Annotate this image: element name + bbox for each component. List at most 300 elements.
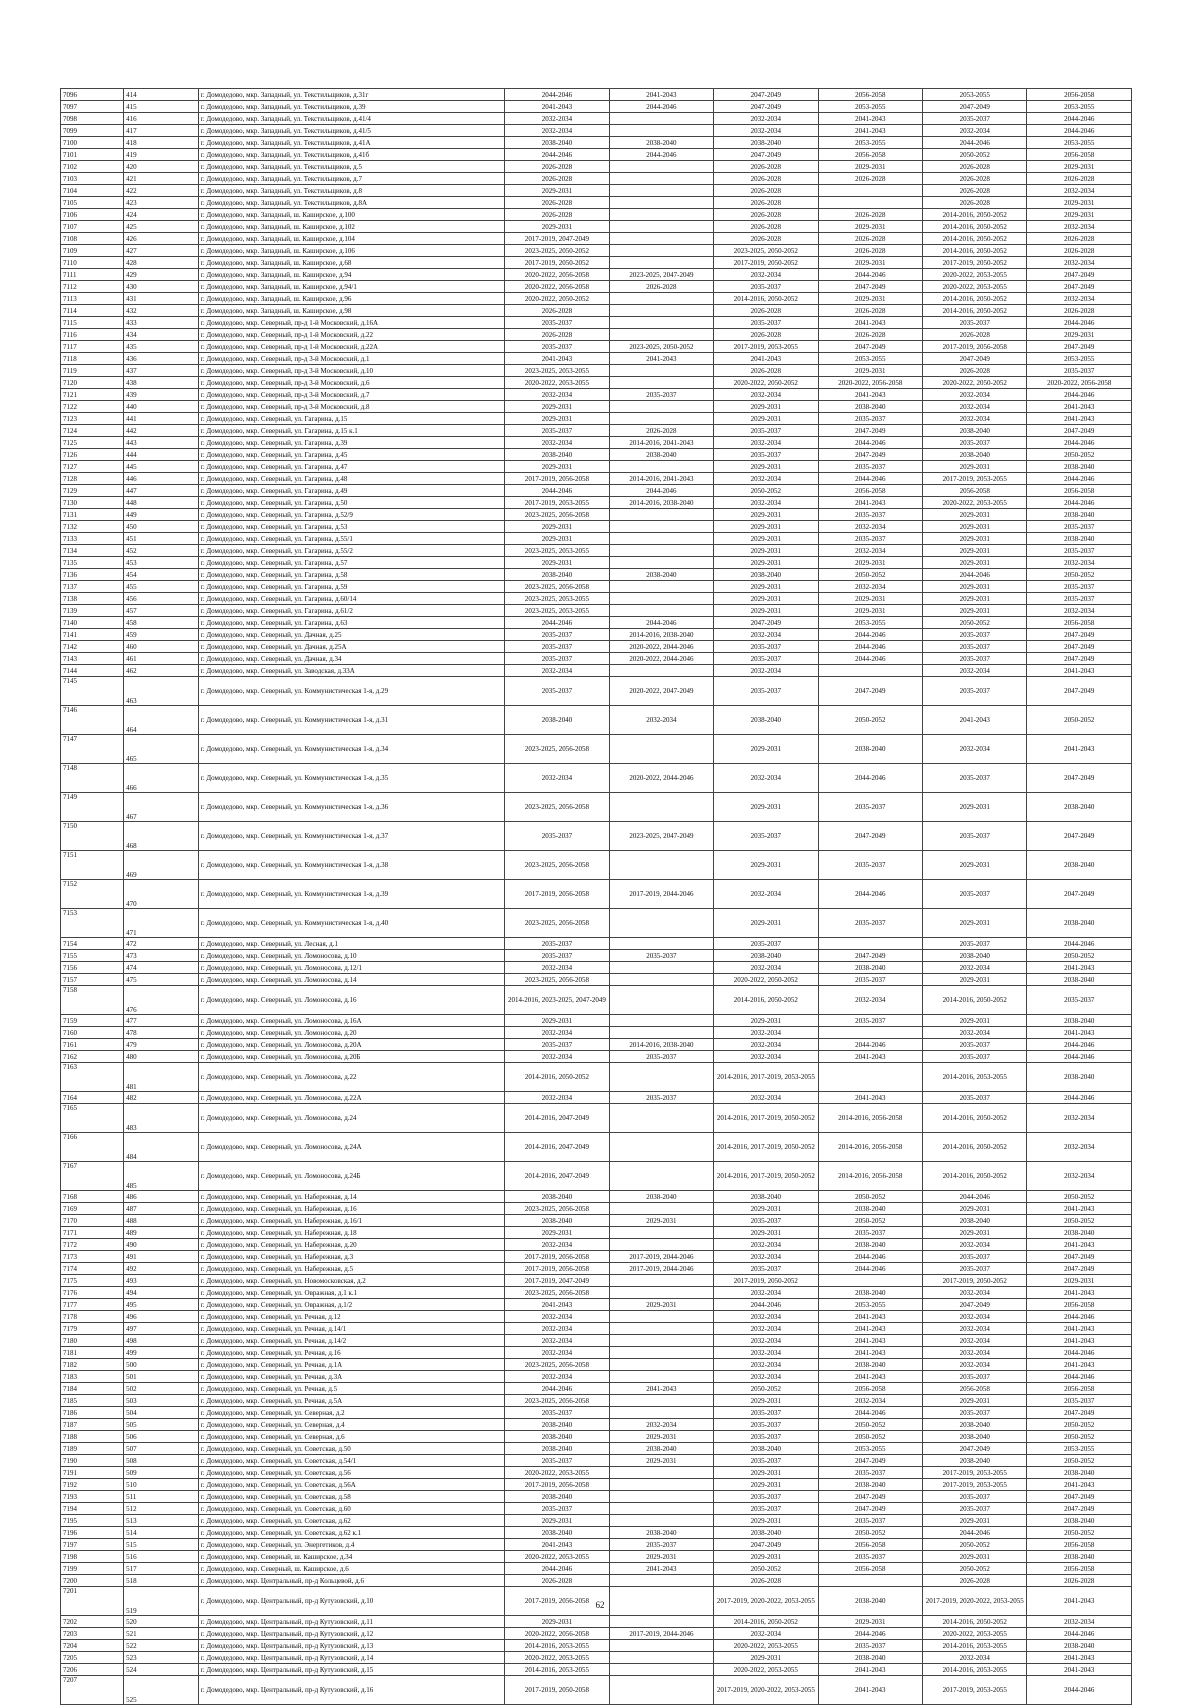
- table-cell: 2041-2043: [609, 1383, 713, 1395]
- table-row: [61, 353, 1132, 365]
- table-cell: 2035-2037: [1027, 1395, 1132, 1407]
- table-cell: 2044-2046: [1027, 1051, 1132, 1063]
- table-cell: 2032-2034: [714, 389, 818, 401]
- table-cell: г. Домодедово, мкр. Северный, пр-д 3-й Московский, д.7: [198, 389, 504, 401]
- table-cell: 2029-2031: [923, 1015, 1027, 1027]
- table-cell: г. Домодедово, мкр. Северный, ул. Речная, д.16: [198, 1347, 504, 1359]
- table-cell: 7109: [61, 245, 124, 257]
- table-cell: г. Домодедово, мкр. Северный, ул. Ломоносова, д.24: [198, 1104, 504, 1133]
- table-cell: 2029-2031: [714, 509, 818, 521]
- table-cell: 2041-2043: [1027, 1479, 1132, 1491]
- table-cell: 2029-2031: [505, 461, 609, 473]
- table-cell: 2023-2025, 2056-2058: [505, 974, 609, 986]
- table-cell: 2023-2025, 2056-2058: [505, 851, 609, 880]
- table-row: [61, 461, 1132, 473]
- table-cell: 7205: [61, 1652, 124, 1664]
- table-cell: 2035-2037: [505, 629, 609, 641]
- table-cell: 2032-2034: [505, 1323, 609, 1335]
- table-cell: 471: [124, 909, 199, 938]
- table-cell: 7134: [61, 545, 124, 557]
- table-cell: 2050-2052: [1027, 1419, 1132, 1431]
- table-cell: 492: [124, 1263, 199, 1275]
- table-cell: 2017-2019, 2056-2058: [505, 1263, 609, 1275]
- table-cell: 2014-2016, 2038-2040: [609, 497, 713, 509]
- table-cell: 2041-2043: [1027, 1359, 1132, 1371]
- table-cell: г. Домодедово, мкр. Северный, пр-д 3-й Московский, д.1: [198, 353, 504, 365]
- table-cell: 2029-2031: [505, 521, 609, 533]
- table-cell: 2053-2055: [818, 137, 922, 149]
- table-cell: 2035-2037: [609, 1539, 713, 1551]
- table-cell: 2026-2028: [609, 425, 713, 437]
- table-cell: 490: [124, 1239, 199, 1251]
- table-cell: [609, 851, 713, 880]
- table-cell: 2017-2019, 2050-2052: [714, 1275, 818, 1287]
- table-cell: 2044-2046: [818, 1039, 922, 1051]
- table-row: [61, 557, 1132, 569]
- table-cell: 2029-2031: [505, 185, 609, 197]
- table-cell: г. Домодедово, мкр. Северный, ул. Ломоносова, д.20А: [198, 1039, 504, 1051]
- table-cell: 450: [124, 521, 199, 533]
- table-cell: [609, 1395, 713, 1407]
- table-row: [61, 1191, 1132, 1203]
- table-cell: г. Домодедово, мкр. Западный, ш. Каширское, д.106: [198, 245, 504, 257]
- table-cell: 510: [124, 1479, 199, 1491]
- table-cell: 2032-2034: [714, 1239, 818, 1251]
- table-cell: 2032-2034: [505, 1347, 609, 1359]
- table-row: [61, 1616, 1132, 1628]
- table-cell: 2044-2046: [1027, 437, 1132, 449]
- table-cell: 2044-2046: [1027, 125, 1132, 137]
- table-row: [61, 986, 1132, 1015]
- table-cell: г. Домодедово, мкр. Северный, ул. Советская, д.60: [198, 1503, 504, 1515]
- table-cell: 2050-2052: [923, 617, 1027, 629]
- table-cell: г. Домодедово, мкр. Северный, ул. Коммунистическая 1-я, д.34: [198, 735, 504, 764]
- table-cell: 2026-2028: [714, 305, 818, 317]
- table-row: [61, 962, 1132, 974]
- table-cell: 2029-2031: [923, 605, 1027, 617]
- table-cell: 2047-2049: [1027, 1491, 1132, 1503]
- table-cell: 422: [124, 185, 199, 197]
- table-cell: 470: [124, 880, 199, 909]
- table-cell: 2044-2046: [1027, 1371, 1132, 1383]
- table-cell: 2032-2034: [714, 1311, 818, 1323]
- table-cell: 2035-2037: [714, 1263, 818, 1275]
- table-cell: 2032-2034: [818, 581, 922, 593]
- table-cell: 472: [124, 938, 199, 950]
- table-cell: г. Домодедово, мкр. Северный, ул. Гагарина, д.55/1: [198, 533, 504, 545]
- table-cell: [609, 1311, 713, 1323]
- table-cell: 2044-2046: [1027, 1039, 1132, 1051]
- table-cell: 2020-2022, 2053-2055: [505, 1652, 609, 1664]
- table-cell: 2029-2031: [1027, 161, 1132, 173]
- table-cell: 2050-2052: [1027, 706, 1132, 735]
- table-cell: 7166: [61, 1133, 124, 1162]
- table-cell: г. Домодедово, мкр. Северный, ул. Ломоносова, д.24Б: [198, 1162, 504, 1191]
- table-cell: 2029-2031: [714, 545, 818, 557]
- table-cell: 2017-2019, 2053-2055: [505, 497, 609, 509]
- table-cell: [609, 1575, 713, 1587]
- table-cell: г. Домодедово, мкр. Северный, ул. Коммунистическая 1-я, д.35: [198, 764, 504, 793]
- table-cell: 2029-2031: [505, 401, 609, 413]
- table-cell: 7146: [61, 706, 124, 735]
- table-cell: 7100: [61, 137, 124, 149]
- table-cell: 2038-2040: [923, 1419, 1027, 1431]
- table-cell: 2020-2022, 2044-2046: [609, 653, 713, 665]
- table-cell: 2038-2040: [609, 569, 713, 581]
- table-cell: 447: [124, 485, 199, 497]
- table-cell: 2038-2040: [714, 706, 818, 735]
- table-cell: [609, 557, 713, 569]
- table-cell: 2041-2043: [505, 353, 609, 365]
- table-cell: 2035-2037: [923, 1503, 1027, 1515]
- table-cell: 2026-2028: [1027, 305, 1132, 317]
- table-cell: [609, 581, 713, 593]
- table-cell: 2020-2022, 2056-2058: [1027, 377, 1132, 389]
- table-cell: 7120: [61, 377, 124, 389]
- table-cell: 2032-2034: [923, 665, 1027, 677]
- table-cell: 2035-2037: [923, 317, 1027, 329]
- table-cell: г. Домодедово, мкр. Западный, ул. Текстильщиков, д.8: [198, 185, 504, 197]
- table-row: [61, 1347, 1132, 1359]
- table-cell: 2047-2049: [818, 1503, 922, 1515]
- table-cell: 2044-2046: [818, 1251, 922, 1263]
- table-cell: г. Домодедово, мкр. Северный, ул. Речная, д.3А: [198, 1371, 504, 1383]
- table-cell: 454: [124, 569, 199, 581]
- table-cell: [609, 533, 713, 545]
- table-cell: 2041-2043: [818, 113, 922, 125]
- table-cell: 2035-2037: [1027, 986, 1132, 1015]
- table-cell: 2038-2040: [505, 1527, 609, 1539]
- table-cell: [609, 1371, 713, 1383]
- table-cell: 2056-2058: [1027, 89, 1132, 101]
- table-cell: 2035-2037: [505, 317, 609, 329]
- table-cell: г. Домодедово, мкр. Западный, ш. Каширское, д.96: [198, 293, 504, 305]
- table-cell: 2041-2043: [1027, 1239, 1132, 1251]
- table-cell: [609, 209, 713, 221]
- table-cell: 2029-2031: [714, 1467, 818, 1479]
- table-cell: 2041-2043: [1027, 1203, 1132, 1215]
- table-cell: 2026-2028: [505, 329, 609, 341]
- table-cell: г. Домодедово, мкр. Центральный, пр-д Кутузовский, д.14: [198, 1652, 504, 1664]
- table-cell: г. Домодедово, мкр. Северный, ул. Коммунистическая 1-я, д.36: [198, 793, 504, 822]
- table-cell: 2020-2022, 2056-2058: [505, 269, 609, 281]
- table-cell: 2044-2046: [818, 473, 922, 485]
- table-cell: [609, 593, 713, 605]
- table-cell: 2044-2046: [1027, 389, 1132, 401]
- table-cell: [609, 1359, 713, 1371]
- table-cell: 475: [124, 974, 199, 986]
- table-row: [61, 909, 1132, 938]
- table-row: [61, 938, 1132, 950]
- table-cell: 2029-2031: [505, 1616, 609, 1628]
- table-cell: [609, 1162, 713, 1191]
- table-cell: 7163: [61, 1063, 124, 1092]
- table-cell: 2023-2025, 2056-2058: [505, 509, 609, 521]
- table-cell: 2035-2037: [923, 938, 1027, 950]
- table-cell: 449: [124, 509, 199, 521]
- table-cell: 2029-2031: [714, 605, 818, 617]
- table-cell: 2038-2040: [1027, 1063, 1132, 1092]
- table-cell: 503: [124, 1395, 199, 1407]
- table-cell: 2038-2040: [505, 449, 609, 461]
- table-cell: 7173: [61, 1251, 124, 1263]
- table-cell: [609, 1664, 713, 1676]
- table-cell: 2035-2037: [818, 413, 922, 425]
- table-row: [61, 317, 1132, 329]
- table-cell: 2038-2040: [505, 1419, 609, 1431]
- table-cell: 2017-2019, 2044-2046: [609, 1628, 713, 1640]
- table-cell: 476: [124, 986, 199, 1015]
- table-cell: 460: [124, 641, 199, 653]
- table-cell: 2044-2046: [818, 880, 922, 909]
- table-cell: 2047-2049: [1027, 269, 1132, 281]
- table-cell: 2044-2046: [1027, 473, 1132, 485]
- table-cell: 7153: [61, 909, 124, 938]
- table-cell: 508: [124, 1455, 199, 1467]
- table-cell: 7116: [61, 329, 124, 341]
- table-cell: 2044-2046: [505, 89, 609, 101]
- table-cell: 2038-2040: [1027, 509, 1132, 521]
- table-row: [61, 1652, 1132, 1664]
- table-row: [61, 593, 1132, 605]
- table-row: [61, 293, 1132, 305]
- table-cell: 2044-2046: [1027, 1628, 1132, 1640]
- table-cell: 2014-2016, 2050-2052: [923, 305, 1027, 317]
- table-cell: г. Домодедово, мкр. Северный, ул. Гагарина, д.45: [198, 449, 504, 461]
- table-row: [61, 1443, 1132, 1455]
- table-cell: 2035-2037: [1027, 581, 1132, 593]
- table-cell: 2026-2028: [818, 233, 922, 245]
- table-cell: г. Домодедово, мкр. Северный, ул. Речная, д.14/2: [198, 1335, 504, 1347]
- table-cell: 2038-2040: [1027, 1227, 1132, 1239]
- table-cell: [609, 1227, 713, 1239]
- table-cell: 440: [124, 401, 199, 413]
- table-cell: 2050-2052: [818, 1215, 922, 1227]
- table-cell: 2017-2019, 2053-2055: [923, 1467, 1027, 1479]
- table-cell: 2017-2019, 2050-2052: [505, 257, 609, 269]
- table-cell: 441: [124, 413, 199, 425]
- table-cell: 466: [124, 764, 199, 793]
- table-cell: 2035-2037: [818, 1640, 922, 1652]
- table-cell: г. Домодедово, мкр. Северный, ул. Ломоносова, д.16: [198, 986, 504, 1015]
- table-cell: 2032-2034: [1027, 185, 1132, 197]
- table-cell: 2050-2052: [1027, 1191, 1132, 1203]
- table-cell: [609, 735, 713, 764]
- table-cell: 2026-2028: [505, 1575, 609, 1587]
- table-cell: 7144: [61, 665, 124, 677]
- table-cell: 2041-2043: [818, 1092, 922, 1104]
- table-row: [61, 1275, 1132, 1287]
- table-cell: г. Домодедово, мкр. Западный, ш. Каширское, д.104: [198, 233, 504, 245]
- table-row: [61, 1287, 1132, 1299]
- table-cell: 7122: [61, 401, 124, 413]
- table-cell: 2047-2049: [1027, 425, 1132, 437]
- table-cell: 2047-2049: [1027, 281, 1132, 293]
- table-cell: г. Домодедово, мкр. Северный, ул. Гагарина, д.55/2: [198, 545, 504, 557]
- table-cell: 2038-2040: [818, 1203, 922, 1215]
- table-cell: 2035-2037: [505, 950, 609, 962]
- table-cell: 2032-2034: [714, 1323, 818, 1335]
- table-cell: 7139: [61, 605, 124, 617]
- table-cell: г. Домодедово, мкр. Северный, ул. Набережная, д.20: [198, 1239, 504, 1251]
- table-cell: 2047-2049: [714, 101, 818, 113]
- table-cell: 2032-2034: [505, 1311, 609, 1323]
- table-cell: 514: [124, 1527, 199, 1539]
- table-cell: 443: [124, 437, 199, 449]
- table-cell: 2041-2043: [818, 125, 922, 137]
- table-cell: 2035-2037: [714, 938, 818, 950]
- table-cell: 2032-2034: [1027, 293, 1132, 305]
- table-cell: 7164: [61, 1092, 124, 1104]
- table-cell: 2044-2046: [714, 1299, 818, 1311]
- table-row: [61, 497, 1132, 509]
- table-cell: 519: [124, 1587, 199, 1616]
- table-cell: 2041-2043: [818, 1664, 922, 1676]
- table-cell: г. Домодедово, мкр. Северный, ул. Коммунистическая 1-я, д.39: [198, 880, 504, 909]
- table-cell: 7138: [61, 593, 124, 605]
- table-cell: 2029-2031: [923, 593, 1027, 605]
- table-cell: [609, 125, 713, 137]
- table-cell: 2047-2049: [714, 89, 818, 101]
- table-cell: 2044-2046: [505, 1563, 609, 1575]
- table-cell: 452: [124, 545, 199, 557]
- table-cell: 2014-2016, 2050-2052: [923, 1162, 1027, 1191]
- table-cell: 7206: [61, 1664, 124, 1676]
- table-cell: 2038-2040: [1027, 1551, 1132, 1563]
- table-cell: 2047-2049: [1027, 653, 1132, 665]
- table-cell: 2035-2037: [714, 641, 818, 653]
- table-cell: 2038-2040: [1027, 461, 1132, 473]
- table-row: [61, 1455, 1132, 1467]
- table-cell: [818, 197, 922, 209]
- table-cell: г. Домодедово, мкр. Западный, ул. Текстильщиков, д.39: [198, 101, 504, 113]
- table-cell: 2038-2040: [714, 137, 818, 149]
- table-cell: г. Домодедово, мкр. Северный, ул. Дачная, д.25: [198, 629, 504, 641]
- table-cell: 525: [124, 1676, 199, 1705]
- table-cell: 2029-2031: [818, 557, 922, 569]
- table-cell: 2047-2049: [818, 950, 922, 962]
- table-cell: 2050-2052: [714, 485, 818, 497]
- table-cell: 515: [124, 1539, 199, 1551]
- table-cell: [609, 1239, 713, 1251]
- table-cell: 2029-2031: [609, 1431, 713, 1443]
- table-row: [61, 113, 1132, 125]
- table-cell: 2032-2034: [714, 1039, 818, 1051]
- table-row: [61, 581, 1132, 593]
- table-cell: 429: [124, 269, 199, 281]
- table-cell: 2035-2037: [818, 461, 922, 473]
- table-cell: 2029-2031: [923, 557, 1027, 569]
- table-cell: 2050-2052: [1027, 1215, 1132, 1227]
- table-cell: 435: [124, 341, 199, 353]
- table-cell: 2020-2022, 2053-2055: [714, 1640, 818, 1652]
- table-cell: 486: [124, 1191, 199, 1203]
- table-row: [61, 377, 1132, 389]
- table-cell: г. Домодедово, мкр. Западный, ул. Текстильщиков, д.41б: [198, 149, 504, 161]
- table-cell: 7170: [61, 1215, 124, 1227]
- table-cell: г. Домодедово, мкр. Северный, ул. Речная, д.14/1: [198, 1323, 504, 1335]
- table-cell: 7104: [61, 185, 124, 197]
- table-cell: 2038-2040: [714, 1191, 818, 1203]
- table-cell: 436: [124, 353, 199, 365]
- table-cell: г. Домодедово, мкр. Северный, пр-д 1-й Московский, д.22А: [198, 341, 504, 353]
- table-cell: 459: [124, 629, 199, 641]
- table-row: [61, 1263, 1132, 1275]
- table-cell: 2032-2034: [505, 1239, 609, 1251]
- table-cell: 2044-2046: [923, 569, 1027, 581]
- table-cell: 7160: [61, 1027, 124, 1039]
- table-cell: 7158: [61, 986, 124, 1015]
- table-cell: 2053-2055: [1027, 137, 1132, 149]
- table-cell: [818, 185, 922, 197]
- table-cell: 439: [124, 389, 199, 401]
- table-cell: 2044-2046: [818, 269, 922, 281]
- table-row: [61, 793, 1132, 822]
- table-cell: 2032-2034: [1027, 1104, 1132, 1133]
- table-cell: 2035-2037: [714, 653, 818, 665]
- table-cell: 2023-2025, 2050-2052: [714, 245, 818, 257]
- table-cell: 7155: [61, 950, 124, 962]
- table-cell: г. Домодедово, мкр. Северный, ул. Гагарина, д.48: [198, 473, 504, 485]
- table-cell: 2035-2037: [1027, 545, 1132, 557]
- table-cell: 7118: [61, 353, 124, 365]
- table-cell: 2056-2058: [818, 1563, 922, 1575]
- table-cell: г. Домодедово, мкр. Западный, ш. Каширское, д.102: [198, 221, 504, 233]
- table-cell: 463: [124, 677, 199, 706]
- table-cell: 2029-2031: [818, 293, 922, 305]
- table-cell: 2047-2049: [923, 353, 1027, 365]
- table-cell: г. Домодедово, мкр. Северный, ул. Ломоносова, д.22: [198, 1063, 504, 1092]
- table-cell: 2029-2031: [505, 1015, 609, 1027]
- table-cell: 2023-2025, 2047-2049: [609, 822, 713, 851]
- table-cell: 2053-2055: [818, 1299, 922, 1311]
- table-cell: 2032-2034: [923, 401, 1027, 413]
- table-cell: 2035-2037: [714, 317, 818, 329]
- table-cell: г. Домодедово, мкр. Северный, ул. Гагарина, д.52/9: [198, 509, 504, 521]
- table-cell: 2041-2043: [818, 1051, 922, 1063]
- table-cell: 2017-2019, 2044-2046: [609, 1251, 713, 1263]
- table-cell: [609, 461, 713, 473]
- table-cell: 428: [124, 257, 199, 269]
- table-cell: 480: [124, 1051, 199, 1063]
- table-cell: 7183: [61, 1371, 124, 1383]
- table-row: [61, 1063, 1132, 1092]
- table-cell: г. Домодедово, мкр. Северный, ул. Гагарина, д.49: [198, 485, 504, 497]
- table-cell: 2035-2037: [714, 281, 818, 293]
- table-cell: 2041-2043: [1027, 1652, 1132, 1664]
- table-cell: 2038-2040: [505, 1491, 609, 1503]
- table-cell: 2035-2037: [714, 822, 818, 851]
- table-cell: [818, 1575, 922, 1587]
- table-cell: 7199: [61, 1563, 124, 1575]
- table-cell: 2032-2034: [505, 1027, 609, 1039]
- table-cell: 7184: [61, 1383, 124, 1395]
- table-cell: 427: [124, 245, 199, 257]
- table-cell: 2041-2043: [818, 497, 922, 509]
- table-cell: 7154: [61, 938, 124, 950]
- table-cell: 2029-2031: [714, 851, 818, 880]
- table-cell: 2032-2034: [714, 629, 818, 641]
- table-cell: 7114: [61, 305, 124, 317]
- table-cell: 2029-2031: [505, 533, 609, 545]
- table-cell: 2032-2034: [923, 1359, 1027, 1371]
- table-cell: 446: [124, 473, 199, 485]
- table-cell: 2017-2019, 2056-2058: [505, 880, 609, 909]
- table-cell: 2026-2028: [714, 233, 818, 245]
- table-cell: 2029-2031: [505, 413, 609, 425]
- table-cell: 2029-2031: [714, 1395, 818, 1407]
- table-row: [61, 185, 1132, 197]
